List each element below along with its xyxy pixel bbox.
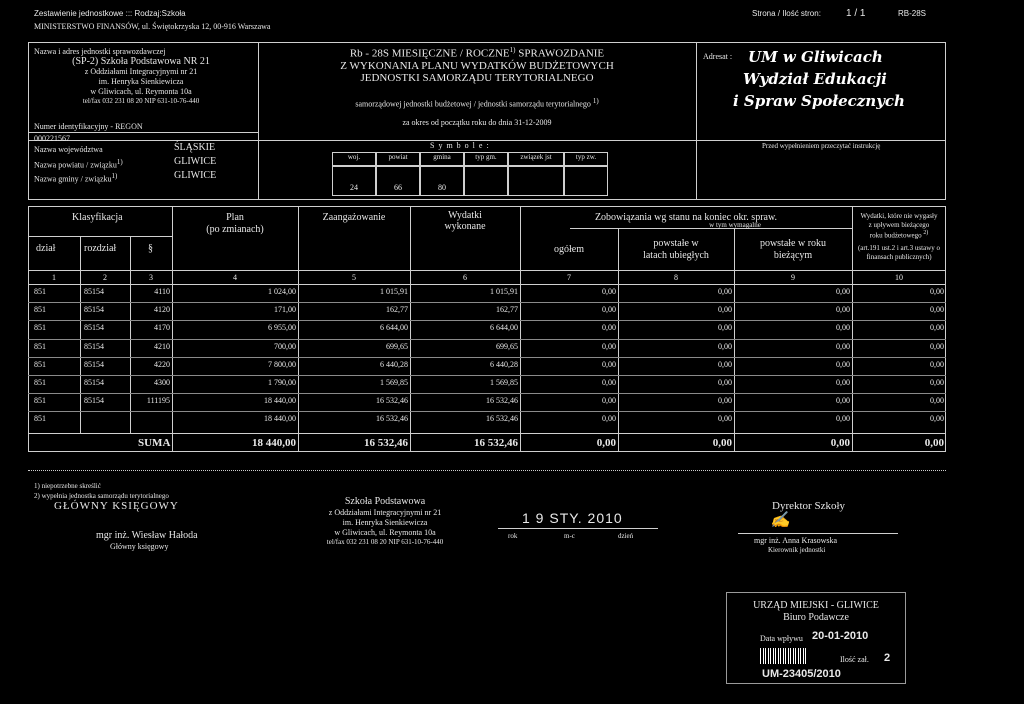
addressee-label: Adresat : [703,52,733,61]
cell-ogolem: 0,00 [602,396,616,406]
table-rule [28,270,946,271]
symbol-header: woj. [332,152,376,166]
cell-plan: 1 024,00 [268,287,296,296]
cell-dzial: 851 [34,396,46,406]
cell-plan: 18 440,00 [264,396,296,406]
cell-rozdzial: 85154 [84,359,104,369]
column-number: 1 [52,273,56,282]
column-number: 4 [233,273,237,282]
addressee-handwriting: UM w Gliwicach [748,48,883,66]
unit-line: z Oddziałami Integracyjnymi nr 21 [84,67,198,76]
symbol-value [564,166,608,196]
divider [258,42,259,200]
sum-expenses: 16 532,46 [474,437,518,449]
header-total: ogółem [554,244,584,255]
report-subtitle-text: samorządowej jednostki budżetowej / jednostki samorządu terytorialnego [355,99,591,109]
cell-zaang: 162,77 [386,305,408,315]
footnote-mark: 1) [592,97,599,105]
header-expenses: Wydatki [448,210,482,221]
voivodeship-value: ŚLĄSKIE [174,142,216,153]
cell-par: 4110 [154,287,170,296]
cell-par: 4120 [154,305,170,315]
report-title [260,46,694,84]
symbol-header: typ gm. [464,152,508,166]
date-label-day: dzień [618,532,634,540]
cell-dzial: 851 [34,323,46,333]
regon-label: Numer identyfikacyjny - REGON [34,122,143,131]
office-date-label: Data wpływu [760,634,803,643]
column-number: 7 [567,273,571,282]
row-rule [28,302,946,303]
cell-rokb: 0,00 [836,287,850,296]
cell-par: 4170 [154,323,170,333]
table-rule [28,236,172,237]
school-stamp-line: z Oddziałami Integracyjnymi nr 21 [328,508,442,517]
cell-zaang: 6 440,28 [380,359,408,369]
sum-commitment: 16 532,46 [364,437,408,449]
symbol-value: 24 [332,166,376,196]
header-overdue: w tym wymagalne [709,221,761,229]
header-prior-years: powstałe w [653,238,699,249]
header-non-expiring: (art.191 ust.2 i art.3 ustawy o [857,244,941,252]
gmina-label [34,172,117,184]
table-rule [80,236,81,433]
header-expenses-note: wykonane [444,221,486,232]
cell-rokb: 0,00 [836,378,850,387]
cell-rokb: 0,00 [836,323,850,333]
page-count-label: Strona / Ilość stron: [752,9,821,18]
voivodeship-label: Nazwa województwa [34,145,103,154]
footnote-mark: 1) [116,158,123,166]
cell-zaang: 1 015,91 [380,287,408,296]
row-rule [28,411,946,412]
symbol-value: 66 [376,166,420,196]
cell-wyd: 16 532,46 [486,414,518,424]
footer-rule [28,470,946,471]
cell-niewyg: 0,00 [930,359,944,369]
header-paragraph: § [148,243,153,254]
office-stamp-line2: Biuro Podawcze [783,612,849,623]
cell-zaang: 699,65 [386,341,408,351]
symbol-header: typ zw. [564,152,608,166]
cell-dzial: 851 [34,359,46,369]
header-liabilities: Zobowiązania wg stanu na koniec okr. spraw. [594,212,778,223]
cell-rozdzial: 85154 [84,396,104,406]
report-title-line: JEDNOSTKI SAMORZĄDU TERYTORIALNEGO [360,71,594,84]
row-rule [28,320,946,321]
cell-rozdzial: 85154 [84,378,104,387]
header-classification: Klasyfikacja [72,212,123,223]
director-role: Kierownik jednostki [768,546,826,554]
cell-rozdzial: 85154 [84,305,104,315]
cell-dzial: 851 [34,414,46,424]
sum-label: SUMA [138,437,171,449]
cell-par: 111195 [146,396,170,406]
unit-line: im. Henryka Sienkiewicza [98,77,184,86]
header-non-expiring [852,230,946,239]
cell-rozdzial: 85154 [84,341,104,351]
cell-latub: 0,00 [718,378,732,387]
column-number: 8 [674,273,678,282]
row-rule [28,393,946,394]
sum-prior-years: 0,00 [712,437,732,449]
cell-zaang: 1 569,85 [380,378,408,387]
gmina-value: GLIWICE [174,170,217,181]
footnote-2: 2) wypełnia jednostka samorządu terytorialnego [34,492,169,500]
cell-plan: 700,00 [274,341,296,351]
table-rule [28,284,946,285]
header-plan-note: (po zmianach) [206,224,264,235]
cell-dzial: 851 [34,287,46,296]
cell-par: 4210 [154,341,170,351]
office-attach-value: 2 [884,652,891,664]
symbol-header: związek jst [508,152,564,166]
date-rule [498,528,658,529]
cell-zaang: 6 644,00 [380,323,408,333]
cell-zaang: 16 532,46 [376,396,408,406]
cell-wyd: 162,77 [496,305,518,315]
cell-niewyg: 0,00 [930,396,944,406]
date-label-month: m-c [564,532,575,540]
header-current-year-note: bieżącym [773,250,813,261]
unit-line: (SP-2) Szkoła Podstawowa NR 21 [72,56,210,67]
cell-latub: 0,00 [718,414,732,424]
sum-liabilities: 0,00 [596,437,616,449]
cell-ogolem: 0,00 [602,305,616,315]
header-current-year: powstałe w roku [759,238,827,249]
column-number: 10 [895,273,903,282]
cell-wyd: 699,65 [496,341,518,351]
footnote-mark: 2) [923,230,929,236]
header-section: dział [36,243,56,254]
school-stamp-line: Szkoła Podstawowa [344,496,426,507]
footnote-mark: 1) [509,46,516,54]
cell-ogolem: 0,00 [602,414,616,424]
symbols-title: S y m b o l e : [430,141,490,150]
symbol-value [508,166,564,196]
header-prior-years-note: latach ubiegłych [643,250,709,261]
form-code: RB-28S [898,9,927,18]
signature-rule [738,533,898,534]
page-count-value: 1 / 1 [846,8,866,19]
header-non-expiring-text: roku budżetowego [869,231,922,240]
unit-line: w Gliwicach, ul. Reymonta 10a [90,87,192,96]
footnote-1: 1) niepotrzebne skreślić [34,482,101,490]
header-non-expiring: Wydatki, które nie wygasły [860,212,938,220]
cell-wyd: 1 569,85 [490,378,518,387]
office-stamp-line1: URZĄD MIEJSKI - GLIWICE [753,600,879,611]
unit-heading: Nazwa i adres jednostki sprawozdawczej [34,47,166,56]
divider [696,42,697,200]
report-title-line: Rb - 28S MIESIĘCZNE / ROCZNE [349,47,510,60]
cell-ogolem: 0,00 [602,287,616,296]
cell-wyd: 1 015,91 [490,287,518,296]
cell-dzial: 851 [34,341,46,351]
cell-par: 4220 [154,359,170,369]
cell-niewyg: 0,00 [930,341,944,351]
gmina-label-text: Nazwa gminy / związku [34,174,112,184]
regon-value: 000221567 [34,134,70,143]
cell-plan: 6 955,00 [268,323,296,333]
report-type-caption: Zestawienie jednostkowe ::: Rodzaj:Szkoła [34,9,186,18]
column-number: 2 [103,273,107,282]
school-stamp-line: w Gliwicach, ul. Reymonta 10a [334,528,436,537]
cell-plan: 18 440,00 [264,414,296,424]
office-date-value: 20-01-2010 [812,630,869,642]
column-number: 5 [352,273,356,282]
report-title-line: Z WYKONANIA PLANU WYDATKÓW BUDŻETOWYCH [340,59,614,72]
chief-accountant-role: Główny księgowy [110,542,169,551]
cell-par: 4300 [154,378,170,387]
header-commitment: Zaangażowanie [322,212,386,223]
row-rule [28,357,946,358]
barcode-icon [760,648,806,664]
county-label-text: Nazwa powiatu / związku [34,160,117,170]
symbol-value [464,166,508,196]
director-name: mgr inż. Anna Krasowska [754,536,838,545]
symbol-header: gmina [420,152,464,166]
row-rule [28,375,946,376]
cell-niewyg: 0,00 [930,305,944,315]
cell-niewyg: 0,00 [930,378,944,387]
cell-latub: 0,00 [718,359,732,369]
chief-accountant-stamp: GŁÓWNY KSIĘGOWY [54,500,179,512]
date-label-year: rok [508,532,518,540]
column-number: 6 [463,273,467,282]
cell-plan: 1 790,00 [268,378,296,387]
ministry-address: MINISTERSTWO FINANSÓW, ul. Świętokrzyska 12, 00-916 Warszawa [34,22,271,31]
chief-accountant-name: mgr inż. Wiesław Hałoda [96,530,198,541]
cell-latub: 0,00 [718,287,732,296]
county-label [34,158,123,170]
cell-latub: 0,00 [718,341,732,351]
header-chapter: rozdział [84,243,117,254]
cell-ogolem: 0,00 [602,323,616,333]
cell-rokb: 0,00 [836,396,850,406]
column-number: 3 [149,273,153,282]
cell-rozdzial: 85154 [84,287,104,296]
cell-ogolem: 0,00 [602,359,616,369]
cell-latub: 0,00 [718,323,732,333]
unit-line: tel/fax 032 231 08 20 NIP 631-10-76-440 [82,97,200,105]
cell-plan: 7 800,00 [268,359,296,369]
report-period: za okres od początku roku do dnia 31-12-2009 [402,118,552,127]
date-stamp: 1 9 STY. 2010 [522,510,623,526]
column-number: 9 [791,273,795,282]
cell-wyd: 6 644,00 [490,323,518,333]
report-title-line: SPRAWOZDANIE [518,47,605,60]
cell-wyd: 6 440,28 [490,359,518,369]
row-rule [28,339,946,340]
cell-niewyg: 0,00 [930,414,944,424]
sum-non-expiring: 0,00 [924,437,944,449]
cell-ogolem: 0,00 [602,378,616,387]
cell-rokb: 0,00 [836,359,850,369]
cell-rokb: 0,00 [836,341,850,351]
symbol-value: 80 [420,166,464,196]
cell-rozdzial: 85154 [84,323,104,333]
table-rule [28,433,946,434]
footnote-mark: 1) [111,172,118,180]
sum-plan: 18 440,00 [252,437,296,449]
cell-rokb: 0,00 [836,414,850,424]
cell-rokb: 0,00 [836,305,850,315]
cell-zaang: 16 532,46 [376,414,408,424]
county-value: GLIWICE [174,156,217,167]
director-title: Dyrektor Szkoły [772,500,846,512]
header-non-expiring: z upływem bieżącego [868,221,930,229]
office-reference: UM-23405/2010 [762,668,841,680]
cell-wyd: 16 532,46 [486,396,518,406]
report-subtitle [260,97,694,109]
cell-latub: 0,00 [718,396,732,406]
cell-ogolem: 0,00 [602,341,616,351]
office-attach-label: Ilość zał. [840,655,869,664]
cell-niewyg: 0,00 [930,287,944,296]
divider [28,132,258,133]
addressee-handwriting: Wydział Edukacji [743,70,887,88]
header-plan: Plan [226,212,244,223]
cell-niewyg: 0,00 [930,323,944,333]
school-stamp-line: im. Henryka Sienkiewicza [342,518,428,527]
sum-current-year: 0,00 [830,437,850,449]
cell-dzial: 851 [34,378,46,387]
header-non-expiring: finansach publicznych) [866,253,932,261]
cell-dzial: 851 [34,305,46,315]
cell-latub: 0,00 [718,305,732,315]
cell-plan: 171,00 [274,305,296,315]
instruction-note: Przed wypełnieniem przeczytać instrukcję [762,142,881,150]
symbol-header: powiat [376,152,420,166]
addressee-handwriting: i Spraw Społecznych [733,92,905,110]
director-signature: ✍ [770,510,790,529]
school-stamp-line: tel/fax 032 231 08 20 NIP 631-10-76-440 [326,538,444,546]
